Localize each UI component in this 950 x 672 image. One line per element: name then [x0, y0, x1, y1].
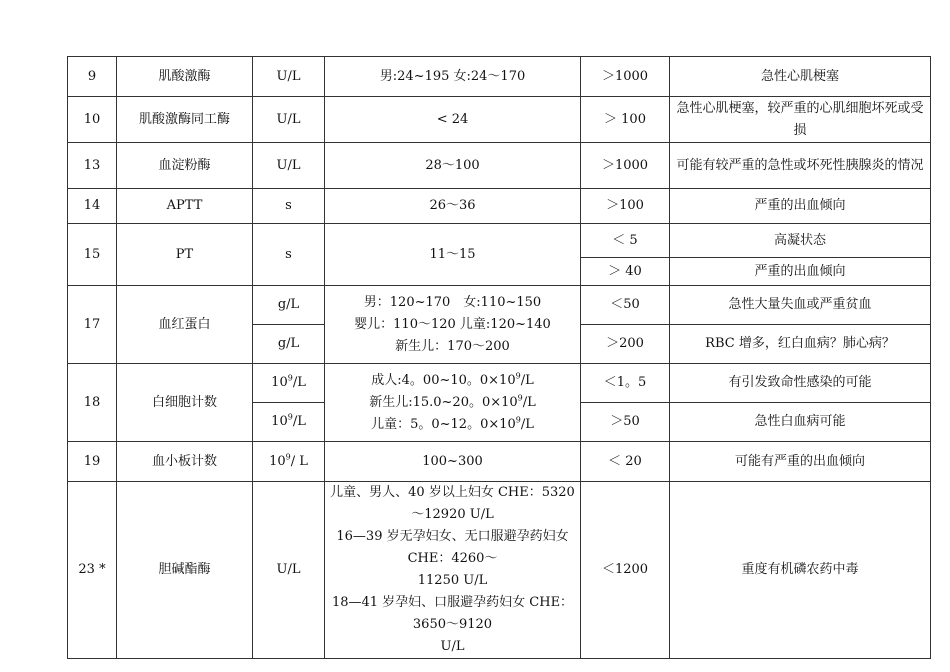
reference-tail: /L [520, 372, 534, 388]
critical-value: ＜1200 [581, 482, 670, 659]
row-number: 23 * [68, 482, 117, 659]
unit [253, 442, 325, 482]
critical-value-high: ＞50 [581, 403, 670, 442]
reference-text: 成人:4。00~10。0×10 [371, 372, 516, 388]
critical-value: ＞ 100 [581, 97, 670, 143]
test-item: APTT [117, 189, 253, 224]
reference-line: 18—41 岁孕妇、口服避孕药妇女 CHE：3650～9120 [331, 595, 574, 632]
reference-line [329, 414, 576, 436]
table-row [68, 442, 931, 482]
table-row [68, 286, 931, 325]
unit-base: 10 [271, 414, 288, 429]
unit: U/L [253, 57, 325, 97]
table-row [68, 143, 931, 189]
clinical-meaning: 可能有较严重的急性或坏死性胰腺炎的情况 [670, 143, 931, 189]
unit-base: 10 [271, 375, 288, 390]
table-row [68, 97, 931, 143]
clinical-meaning: 严重的出血倾向 [670, 189, 931, 224]
reference-text: 新生儿:15.0~20。0×10 [369, 394, 518, 410]
critical-value: ＞1000 [581, 57, 670, 97]
reference-exponent: 9 [515, 371, 521, 381]
reference-tail: /L [522, 394, 536, 410]
reference-range: 100~300 [325, 442, 581, 482]
row-number: 17 [68, 286, 117, 364]
unit-base: 10 [269, 453, 286, 469]
test-item: 白细胞计数 [117, 364, 253, 442]
critical-value-high: ＞200 [581, 325, 670, 364]
reference-range: 26～36 [325, 189, 581, 224]
clinical-meaning: 急性心肌梗塞 [670, 57, 931, 97]
row-number: 18 [68, 364, 117, 442]
reference-line [329, 370, 576, 392]
reference-line: 16—39 岁无孕妇女、无口服避孕药妇女 CHE：4260～ [336, 529, 569, 566]
clinical-meaning-high: 严重的出血倾向 [670, 258, 931, 286]
unit: g/L [253, 325, 325, 364]
reference-range [325, 482, 581, 659]
reference-exponent: 9 [517, 393, 523, 403]
test-item: PT [117, 224, 253, 286]
unit: g/L [253, 286, 325, 325]
reference-tail: /L [520, 416, 534, 432]
clinical-meaning-high: 急性白血病可能 [670, 403, 931, 442]
test-item: 胆碱酯酶 [117, 482, 253, 659]
reference-exponent: 9 [515, 415, 521, 425]
unit-exponent: 9 [285, 452, 291, 462]
row-number: 13 [68, 143, 117, 189]
test-item: 肌酸激酶同工酶 [117, 97, 253, 143]
unit: U/L [253, 97, 325, 143]
critical-value: ＜ 20 [581, 442, 670, 482]
critical-value-low: ＜ 5 [581, 224, 670, 258]
reference-line: 新生儿：170～200 [395, 338, 510, 354]
critical-value: ＞1000 [581, 143, 670, 189]
unit-tail: /L [292, 414, 306, 429]
unit: s [253, 224, 325, 286]
unit-tail: /L [292, 375, 306, 390]
unit-exponent: 9 [287, 412, 293, 422]
reference-range [325, 364, 581, 442]
unit: U/L [253, 482, 325, 659]
reference-range: < 24 [325, 97, 581, 143]
reference-line: 儿童、男人、40 岁以上妇女 CHE：5320～12920 U/L [330, 485, 575, 522]
unit [253, 403, 325, 442]
table-row [68, 482, 931, 659]
reference-line: U/L [440, 639, 465, 654]
reference-text: 儿童：5。0~12。0×10 [371, 416, 516, 432]
row-number: 14 [68, 189, 117, 224]
row-number: 10 [68, 97, 117, 143]
reference-line: 11250 U/L [417, 573, 488, 588]
table-row [68, 189, 931, 224]
table-row [68, 364, 931, 403]
reference-line: 男：120~170 女:110~150 [363, 294, 542, 310]
test-item: 血红蛋白 [117, 286, 253, 364]
critical-value-low: ＜50 [581, 286, 670, 325]
test-item: 肌酸激酶 [117, 57, 253, 97]
row-number: 19 [68, 442, 117, 482]
reference-range: 28～100 [325, 143, 581, 189]
row-number: 9 [68, 57, 117, 97]
reference-range: 男:24~195 女:24～170 [325, 57, 581, 97]
reference-range: 11～15 [325, 224, 581, 286]
test-item: 血淀粉酶 [117, 143, 253, 189]
unit: s [253, 189, 325, 224]
reference-range [325, 286, 581, 364]
clinical-meaning-low: 高凝状态 [670, 224, 931, 258]
row-number: 15 [68, 224, 117, 286]
critical-value-low: ＜1。5 [581, 364, 670, 403]
unit-exponent: 9 [287, 373, 293, 383]
reference-line [329, 392, 576, 414]
clinical-meaning-high: RBC 增多，红白血病？肺心病？ [670, 325, 931, 364]
clinical-meaning-low: 急性大量失血或严重贫血 [670, 286, 931, 325]
clinical-meaning: 可能有严重的出血倾向 [670, 442, 931, 482]
clinical-meaning: 急性心肌梗塞，较严重的心肌细胞坏死或受损 [670, 97, 931, 143]
table-row [68, 224, 931, 258]
clinical-meaning-low: 有引发致命性感染的可能 [670, 364, 931, 403]
critical-value: ＞100 [581, 189, 670, 224]
reference-line: 婴儿：110～120 儿童:120~140 [354, 316, 551, 332]
unit [253, 364, 325, 403]
test-item: 血小板计数 [117, 442, 253, 482]
table-row [68, 57, 931, 97]
unit: U/L [253, 143, 325, 189]
clinical-meaning: 重度有机磷农药中毒 [670, 482, 931, 659]
unit-tail: / L [290, 453, 308, 469]
critical-value-high: ＞ 40 [581, 258, 670, 286]
critical-values-table [67, 56, 931, 659]
